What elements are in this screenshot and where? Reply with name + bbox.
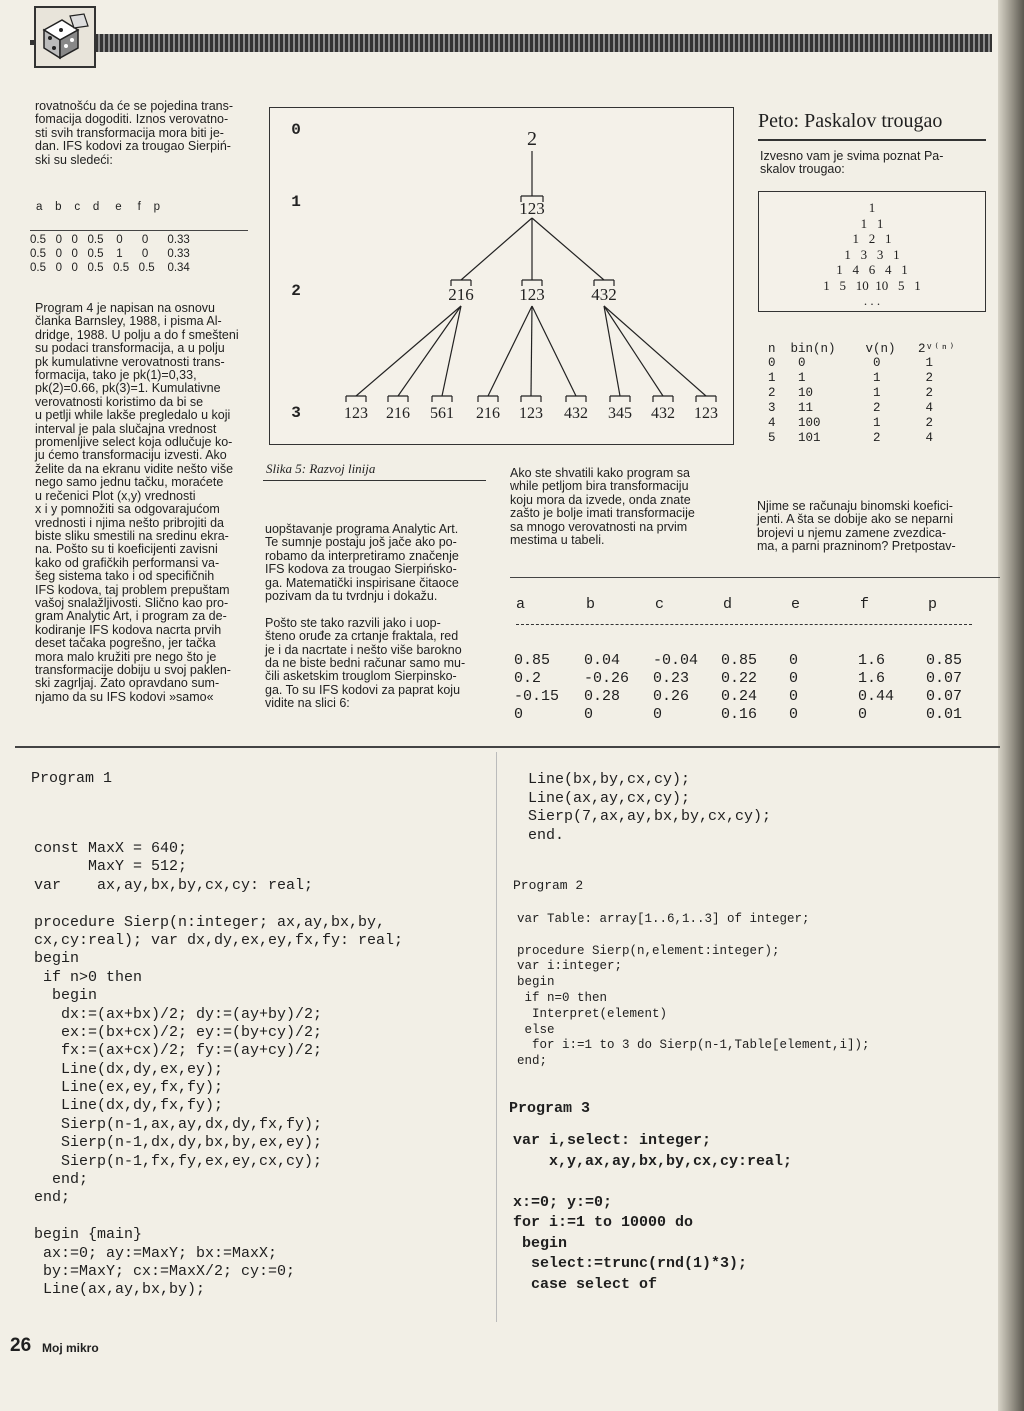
text-line: pozivam da tu tvrdnju i dokažu. [265,589,438,604]
text-line: IFS kodova, taj problem prepuštam [35,582,230,597]
tree-node-level3: 432 [564,405,588,422]
text-line: interval je pala slučajna vrednost [35,421,217,436]
code-line: Line(bx,by,cx,cy); [528,771,691,788]
fern-table-cell: 0.85 [721,652,758,669]
fern-table-cell: 0.01 [926,706,963,723]
text-line: rovatnošću da će se pojedina trans- [35,99,234,113]
fern-table-top-rule [510,577,1000,578]
ifs-table-rule [30,230,248,231]
code-line: else [517,1022,555,1037]
code-line: var i:integer; [517,959,623,974]
text-line: da ne biste bedni računar samo mu- [265,656,466,671]
tree-node-level3: 561 [430,405,454,422]
fern-table-cell: 0 [858,706,868,723]
code-section-divider [496,752,497,1322]
fern-table-cell: 0.07 [926,670,963,687]
fern-table-cell: 0.44 [858,688,895,705]
fern-ifs-table [510,590,990,740]
text-line: kako od grafičkih performansi va- [35,555,220,570]
fern-table-cell: 1.6 [858,670,886,687]
line-development-figure [269,107,734,445]
code-line: const MaxX = 640; [34,840,188,857]
text-line: su podaci transformacija, a u polju [35,341,225,356]
text-line: Ako ste shvatili kako program sa [510,466,690,480]
pascal-row: 1 2 1 [852,231,892,246]
program3-code [513,1131,988,1295]
tree-edge [488,306,532,396]
code-line: end; [34,1171,89,1189]
text-line: Program 4 je napisan na osnovu [35,301,215,315]
code-line: procedure Sierp(n:integer; ax,ay,bx,by, [34,913,386,931]
tree-node-level3: 123 [344,405,368,422]
fern-table-cell: 0.2 [514,670,542,687]
code-line [517,928,992,944]
code-line: Line(dx,dy,fx,fy); [34,1097,224,1115]
code-line: ex:=(bx+cx)/2; ey:=(by+cy)/2; [34,1023,323,1041]
fern-table-header-cell: b [586,596,596,613]
tree-edge [604,306,706,396]
code-line: ax:=0; ay:=MaxY; bx:=MaxX; [34,1244,278,1262]
ifs-table-row: 0.5 0 0 0.5 0.5 0.5 0.34 [30,262,190,274]
text-line: u petlji while lakše pregledalo u koji [35,408,231,423]
pascal-triangle-box [758,191,986,312]
text-line: ju ćemo transformaciju izvesti. Ako [35,448,227,463]
fern-table-cell: 0.24 [721,688,758,705]
fern-table-cell: 1.6 [858,652,886,669]
mid-column-text [265,523,487,711]
tree-node-level3: 345 [608,405,632,422]
code-line: Line(ax,ay,cx,cy); [528,789,691,807]
binary-table-row: 1 1 1 2 [768,371,934,385]
code-line: Line(ex,ey,fx,fy); [34,1079,224,1097]
binary-table-row: 5 101 2 4 [768,431,934,445]
code-line: MaxY = 512; [34,858,188,876]
caption-rule [263,480,486,481]
ifs-table-header: a b c d e f p [36,201,160,213]
tree-node-level3: 123 [519,405,543,422]
text-line: jenti. A šta se dobije ako se neparni [757,512,953,527]
text-line: promenljive select koja odlučuje ko- [35,435,233,450]
pascal-row: 1 3 3 1 [844,246,900,262]
text-line: ski su sledeći: [35,152,113,167]
code-line: begin [513,1234,568,1252]
text-line: vašoj snalažljivosti. Slično kao pro- [35,595,229,610]
text-line: dridge, 1988. U polju a do f smešteni [35,327,239,342]
text-line: fomacija dogoditi. Iznos verovatno- [35,112,229,127]
pascal-intro [760,150,988,177]
text-line: u rečenici Plot (x,y) vrednosti [35,488,196,503]
text-line: ga. To su IFS kodovi za paprat koju [265,682,461,697]
magazine-name: Moj mikro [42,1341,99,1355]
program1-continued-code [528,771,988,845]
code-line: Sierp(n-1,fx,fy,ex,ey,cx,cy); [34,1152,323,1170]
title-rule [758,139,986,141]
text-line: while petljom bira transformaciju [510,479,689,494]
code-section-rule [15,746,1000,748]
code-line: Sierp(7,ax,ay,bx,by,cx,cy); [528,808,772,825]
text-line: ski zagrljaj. Zato opravdano sum- [35,676,220,691]
fern-table-cell: 0.28 [584,688,621,705]
text-line: želite da na ekranu vidite nešto više [35,461,234,476]
text-line: x i y pomnožiti sa odgovarajućom [35,502,220,517]
text-line: Pošto ste tako razvili jako i uop- [265,615,441,630]
fern-table-cell: 0.85 [926,652,963,669]
text-line: nego samo jednu tačku, moraćete [35,475,224,490]
text-line: članka Barnsley, 1988, i pisma Al- [35,314,222,329]
binary-table-header: n bin(n) v(n) 2ᵛ⁽ⁿ⁾ [768,342,956,356]
text-line: uopštavanje programa Analytic Art. [265,522,459,536]
program2-title: Program 2 [513,878,584,893]
header-bar [95,34,992,52]
fern-table-cell: 0 [789,706,799,723]
text-line: brojevi u njemu zamene zvezdica- [757,525,946,540]
tree-node-root: 2 [527,128,537,150]
pascal-after-text [757,500,987,554]
fern-table-header-cell: d [723,596,733,613]
program1-code [34,840,484,1300]
fern-table-cell: -0.04 [653,652,699,669]
fern-table-cell: 0.85 [514,652,551,669]
code-line: Line(dx,dy,ex,ey); [34,1060,224,1078]
level-label: 1 [291,193,301,211]
fern-table-cell: 0.07 [926,688,963,705]
text-line [265,603,487,616]
tree-node-level2: 432 [591,285,617,304]
tree-node-level3: 216 [476,405,500,422]
code-line: case select of [513,1275,658,1293]
tree-node-level1: 123 [519,199,545,218]
code-line: by:=MaxY; cx:=MaxX/2; cy:=0; [34,1262,296,1280]
text-line: šeg sistema tako i od specifičnih [35,569,215,584]
text-line: sti svih transformacija mora biti je- [35,125,224,140]
text-line: ga. Matematički inspirisane čitaoce [265,575,459,590]
text-line: čili asketskim trouglom Sierpinsko- [265,669,457,684]
tree-node-level2: 123 [519,285,545,304]
text-line: Njime se računaju binomski koefici- [757,499,953,513]
code-line: end; [34,1189,71,1207]
pascal-row: 1 4 6 4 1 [836,262,908,277]
tree-node-level3: 216 [386,405,410,422]
level-label: 2 [291,282,301,300]
code-line: cx,cy:real); var dx,dy,ex,ey,fx,fy: real; [34,931,404,949]
text-line: robamo da interpretiramo značenje [265,548,459,563]
tree-edge [531,306,532,396]
text-line: zašto je bolje imati transformacije [510,506,695,521]
code-line [513,1172,988,1193]
text-line: na. Pošto su ti koeficijenti zavisni [35,542,218,557]
fern-table-dashed-rule [516,624,972,625]
fern-table-cell: 0.26 [653,688,690,705]
fern-table-cell: 0.04 [584,652,621,669]
fern-table-cell: 0 [584,706,594,723]
text-line: koju mora da izvede, onda znate [510,492,691,507]
text-line: deset tačaka pogrešno, jer tačka [35,636,216,651]
text-line: pk kumulativne verovatnosti trans- [35,354,225,369]
text-line: mestima u tabeli. [510,533,605,548]
fern-table-header-cell: p [928,596,938,613]
code-line: for i:=1 to 3 do Sierp(n-1,Table[element,i]); [517,1038,870,1053]
pascal-row: 1 [868,200,876,215]
level-label: 0 [291,121,301,139]
text-line: biste sliku smestili na sredinu ekra- [35,528,229,543]
fern-table-cell: 0 [514,706,524,723]
ifs-table-row: 0.5 0 0 0.5 1 0 0.33 [30,248,190,260]
text-line: dan. IFS kodovi za trougao Sierpiń- [35,139,231,154]
fern-table-header-cell: f [860,596,870,613]
tree-node-level3: 432 [651,405,675,422]
text-line: njamo da su IFS kodovi »samo« [35,689,214,704]
binary-table-row: 0 0 0 1 [768,356,934,370]
tree-node-level2: 216 [448,285,474,304]
text-line: sa mnogo verovatnosti na prvim [510,519,688,534]
pascal-row: 1 5 10 10 5 1 [823,277,921,293]
code-line: begin [34,987,98,1005]
program3-title: Program 3 [509,1100,591,1117]
fern-table-cell: 0 [653,706,663,723]
tree-edge [604,306,620,396]
fern-table-cell: 0.22 [721,670,758,687]
code-line: var ax,ay,bx,by,cx,cy: real; [34,876,314,894]
tree-edge [532,218,604,280]
fern-table-cell: -0.26 [584,670,630,687]
text-line: transformacije dobiju u svoj paklen- [35,662,231,677]
code-line: select:=trunc(rnd(1)*3); [513,1255,748,1272]
tree-edge [532,306,576,396]
fern-table-cell: 0 [789,670,799,687]
code-line: var Table: array[1..6,1..3] of integer; [517,912,810,926]
tree-edge [461,218,532,280]
text-line: šteno oruđe za crtanje fraktala, red [265,629,459,644]
pascal-row: 1 1 [860,215,884,231]
fern-table-header-cell: c [655,596,665,613]
fern-table-header-cell: a [516,596,526,613]
text-line: Izvesno vam je svima poznat Pa- [760,149,944,163]
ifs-table-row: 0.5 0 0 0.5 0 0 0.33 [30,234,190,246]
binary-table-row: 2 10 1 2 [768,386,934,400]
fern-table-cell: 0.23 [653,670,690,687]
code-line: end; [517,1054,548,1069]
fern-table-cell: -0.15 [514,688,560,705]
binary-table [760,340,990,450]
dice-logo-icon [34,6,96,68]
text-line: Te sumnje postaju još jače ako po- [265,535,457,550]
pascal-row: . . . [863,293,881,308]
text-line: verovatnosti koristimo da bi se [35,394,204,409]
code-line: end. [528,826,565,844]
code-line [34,895,484,913]
text-line: IFS kodova za trougao Sierpińsko- [265,562,457,577]
code-line: begin [34,950,80,968]
code-line: for i:=1 to 10000 do [513,1214,694,1231]
text-line: je i da nacrtate i nešto više barokno [265,642,462,657]
code-line: Interpret(element) [517,1006,668,1021]
code-line: fx:=(ax+cx)/2; fy:=(ay+cy)/2; [34,1042,323,1060]
code-line: if n=0 then [517,990,608,1005]
binary-table-row: 4 100 1 2 [768,416,934,430]
page-number: 26 [10,1335,32,1356]
left-intro [35,100,249,167]
code-line: procedure Sierp(n,element:integer); [517,943,780,958]
text-line: skalov trougao: [760,162,845,177]
text-line: kodiranje IFS kodova nacrta prvih [35,622,222,637]
code-line: if n>0 then [34,968,143,986]
text-line: vrednosti i njima nešto pribrojiti da [35,515,224,530]
tree-node-level3: 123 [694,405,718,422]
binary-table-row: 3 11 2 4 [768,401,934,415]
code-line: x:=0; y:=0; [513,1193,613,1211]
program1-title: Program 1 [31,770,113,787]
triangle-ifs-table [30,198,250,280]
code-line [34,1208,484,1226]
code-line: Line(ax,ay,bx,by); [34,1281,206,1299]
left-paragraph [35,302,249,704]
right-mid-text [510,467,738,547]
text-line: formacija, tako je pk(1)=0,33, [35,368,197,383]
code-line: begin [517,975,555,990]
fern-table-cell: 0.16 [721,706,758,723]
fern-table-cell: 0 [789,688,799,705]
level-label: 3 [291,404,301,422]
code-line: Sierp(n-1,dx,dy,bx,by,ex,ey); [34,1134,323,1152]
code-line: begin {main} [34,1226,143,1244]
code-line: var i,select: integer; [513,1132,712,1149]
code-line: x,y,ax,ay,bx,by,cx,cy:real; [513,1152,793,1170]
program2-code [517,912,992,1070]
pascal-section-title: Peto: Paskalov trougao [758,110,943,132]
page-edge-shadow [998,0,1024,1411]
code-line: Sierp(n-1,ax,ay,dx,dy,fx,fy); [34,1115,323,1133]
text-line: pk(2)=0.66, pk(3)=1. Kumulativne [35,381,221,396]
text-line: ma, a parni prazninom? Pretpostav- [757,539,956,554]
text-line: vidite na slici 6: [265,696,350,711]
tree-diagram [270,108,735,446]
figure-caption: Slika 5: Razvoj linija [266,461,376,476]
code-line: dx:=(ax+bx)/2; dy:=(ay+by)/2; [34,1005,323,1023]
fern-table-cell: 0 [789,652,799,669]
fern-table-header-cell: e [791,596,801,613]
text-line: mora malo kružiti pre nego što je [35,649,217,664]
text-line: gram Analytic Art, i program za de- [35,609,227,624]
